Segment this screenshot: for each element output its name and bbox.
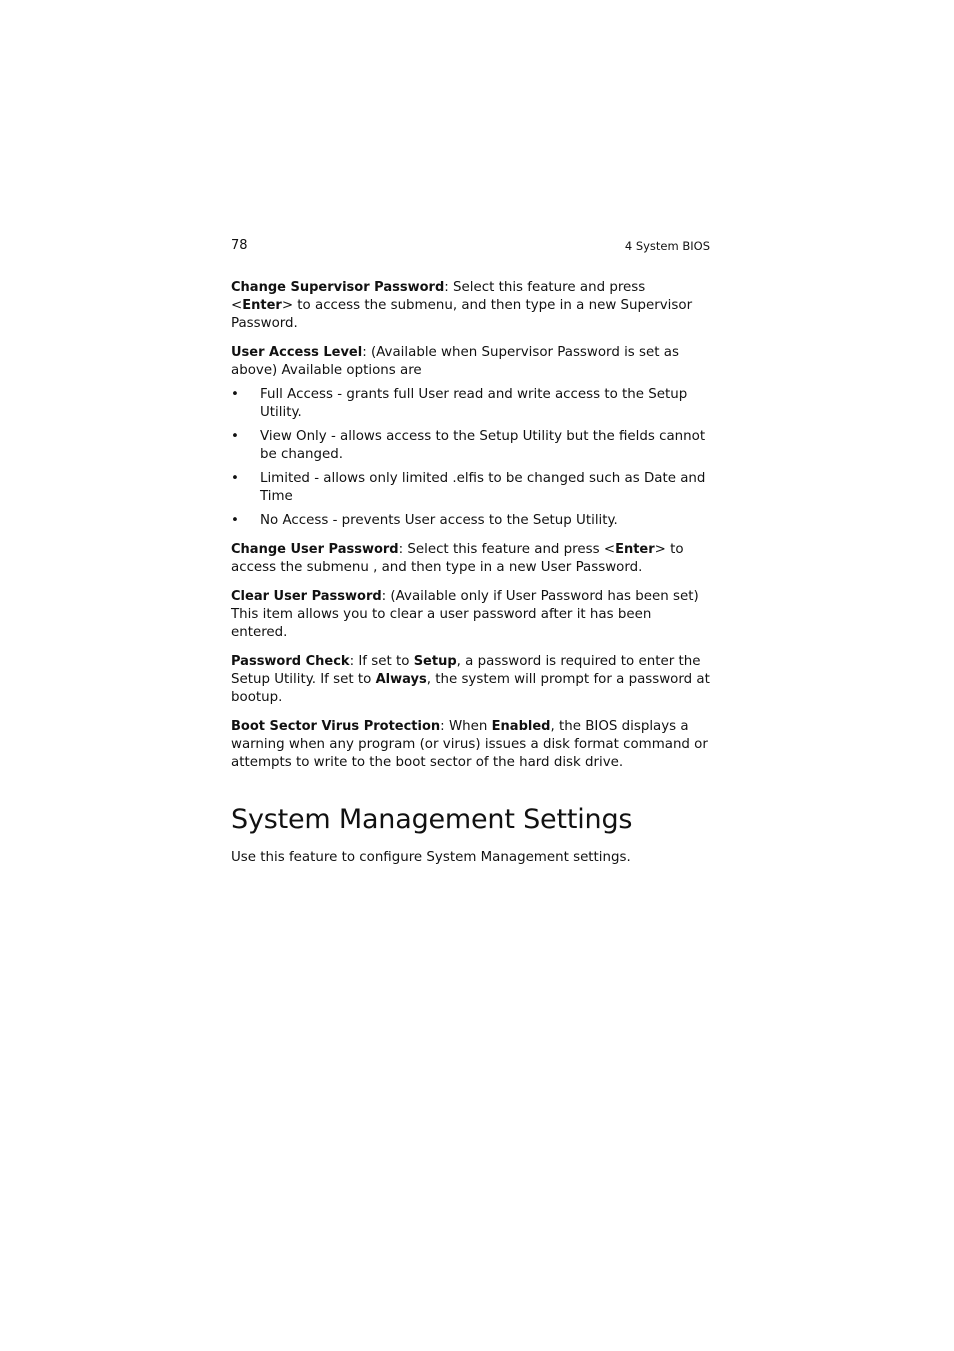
list-item bbox=[231, 470, 711, 506]
term: Change User Password bbox=[231, 542, 399, 557]
paragraph-clear-user-password bbox=[231, 588, 711, 642]
page-content bbox=[231, 279, 711, 878]
list-item bbox=[231, 386, 711, 422]
section-intro: Use this feature to configure System Management settings. bbox=[231, 850, 631, 865]
section-heading: System Management Settings bbox=[231, 804, 633, 835]
keyword: Enabled bbox=[491, 719, 551, 734]
text: : If set to bbox=[349, 654, 414, 669]
paragraph-user-access-level bbox=[231, 344, 711, 380]
text: , a password is required to enter the Setup Utility. If set to bbox=[231, 654, 701, 687]
keyword: Setup bbox=[413, 654, 457, 669]
text: : Select this feature and press < bbox=[231, 280, 646, 313]
bullet-icon: • bbox=[231, 387, 239, 402]
bullet-icon: • bbox=[231, 513, 239, 528]
paragraph-change-supervisor-password bbox=[231, 279, 711, 333]
text: : Select this feature and press < bbox=[398, 542, 616, 557]
access-options-list bbox=[231, 386, 711, 530]
bullet-icon: • bbox=[231, 471, 239, 486]
text: , the system will prompt for a password at bootup. bbox=[231, 672, 710, 705]
running-head: 4 System BIOS bbox=[624, 239, 710, 253]
text: > to access the submenu , and then type in a new User Password. bbox=[231, 542, 684, 575]
term: Password Check bbox=[231, 654, 350, 669]
text: , the BIOS displays a warning when any program (or virus) issues a disk format command or attempts to write to the boot sector of the hard disk drive. bbox=[231, 719, 708, 770]
page-number: 78 bbox=[231, 238, 248, 253]
keyword: Enter bbox=[615, 542, 655, 557]
paragraph-change-user-password bbox=[231, 541, 711, 577]
list-item bbox=[231, 428, 711, 464]
text: : When bbox=[440, 719, 492, 734]
text: : (Available only if User Password has been set) This item allows you to clear a user password after it has been entered. bbox=[231, 589, 699, 640]
term: Boot Sector Virus Protection bbox=[231, 719, 441, 734]
term: Clear User Password bbox=[231, 589, 382, 604]
list-item bbox=[231, 512, 711, 530]
text: : (Available when Supervisor Password is set as above) Available options are bbox=[231, 345, 679, 378]
keyword: Enter bbox=[242, 298, 282, 313]
term: User Access Level bbox=[231, 345, 363, 360]
term: Change Supervisor Password bbox=[231, 280, 445, 295]
text: > to access the submenu, and then type in a new Supervisor Password. bbox=[231, 298, 693, 331]
paragraph-password-check bbox=[231, 653, 711, 707]
keyword: Always bbox=[375, 672, 427, 687]
bullet-icon: • bbox=[231, 429, 239, 444]
paragraph-boot-sector-virus-protection bbox=[231, 718, 711, 772]
list-item-text: No Access - prevents User access to the Setup Utility. bbox=[260, 513, 618, 528]
list-item-text: Limited - allows only limited .elfis to be changed such as Date and Time bbox=[260, 471, 706, 504]
list-item-text: View Only - allows access to the Setup Utility but the fields cannot be changed. bbox=[260, 429, 706, 462]
list-item-text: Full Access - grants full User read and write access to the Setup Utility. bbox=[260, 387, 688, 420]
